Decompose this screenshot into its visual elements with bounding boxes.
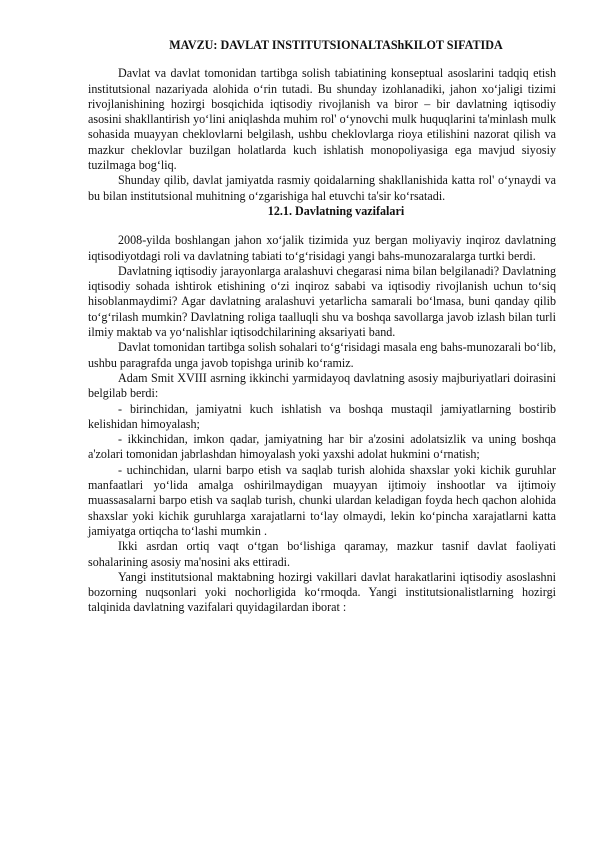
paragraph: Ikki asrdan ortiq vaqt oʻtgan boʻlishiga qaramay, mazkur tasnif davlat faoliyati sohalarining asosiy ma'nosini aks ettiradi. [88,539,556,569]
paragraph: Yangi institutsional maktabning hozirgi vakillari davlat harakatlarini iqtisodiy asoslashni bozorning nuqsonlari yoki nochorligida koʻrmoqda. Yangi institutsionalistlarning hozirgi talqinida davlatning vazifalari quyidagilardan iborat : [88,569,556,615]
paragraph: Davlat va davlat tomonidan tartibga solish tabiatining konseptual asoslarini tadqiq etish institutsional nazariyada alohida oʻrin tutadi. Bu shunday izohlanadiki, jahon xoʻjaligi tizimi rivojlanishining hozirgi bosqichida iqtisodiy rivojlanish va biror – bir davlatning iqtisodiy asosini shakllantirish yoʻlini aniqlashda muhim rol' oʻynovchi mulk huquqlarini ta'minlash mulk sohasida muayyan cheklovlarni belgilash, ushbu cheklovlarga rioya etilishini nazorat qilish va mazkur cheklovlar buzilgan holatlarda kuch ishlatish monopoliyasiga ega mavjud siyosiy tuzilmaga bogʻliq. [88,66,556,173]
paragraph: 2008-yilda boshlangan jahon xoʻjalik tizimida yuz bergan moliyaviy inqiroz davlatning iqtisodiyotdagi roli va davlatning tabiati toʻgʻrisidagi yangi bahs-munozaralarga turtki berdi. [88,233,556,263]
paragraph: Adam Smit XVIII asrning ikkinchi yarmidayoq davlatning asosiy majburiyatlari doirasini belgilab berdi: [88,370,556,401]
paragraph: Shunday qilib, davlat jamiyatda rasmiy qoidalarning shakllanishida katta rol' oʻynaydi va bu bilan institutsional muhitning oʻzgarishiga hal etuvchi ta'sir koʻrsatadi. [88,173,556,203]
list-item: - uchinchidan, ularni barpo etish va saqlab turish alohida shaxslar yoki kichik guruhlar manfaatlari yoʻlida amalga oshirilmaydigan muayyan ijtimoiy inshootlar va ijtimoiy muassasalarni barpo etish va saqlab turish, chunki ulardan keladigan foyda hech qachon alohida shaxslar yoki kichik guruhlarga xarajatlarni toʻlay olmaydi, lekin koʻpincha xarajatlarni katta jamiyatga ortiqcha toʻlashi mumkin . [88,462,556,538]
paragraph: Davlat tomonidan tartibga solish sohalari toʻgʻrisidagi masala eng bahs-munozarali boʻlib, ushbu paragrafda unga javob topishga urinib koʻramiz. [88,340,556,370]
document-page [88,38,556,616]
document-title: MAVZU: DAVLAT INSTITUTSIONALTAShKILOT SIFATIDA [169,38,503,52]
list-item: - birinchidan, jamiyatni kuch ishlatish va boshqa mustaqil jamiyatlarning bostirib kelishidan himoyalash; [88,401,556,431]
paragraph: Davlatning iqtisodiy jarayonlarga aralashuvi chegarasi nima bilan belgilanadi? Davlatning iqtisodiy sohada ishtirok etishining oʻzi inqiroz sababi va iqtisodiy rivojlanish uchun toʻsiq hisoblanmaydimi? Agar davlatning aralashuvi yetarlicha samarali boʻlmasa, buni qanday qilib toʻgʻrilash mumkin? Davlatning roliga taalluqli shu va boshqa savollarga javob izlash bilan turli ilmiy maktab va yoʻnalishlar iqtisodchilarining aksariyati band. [88,263,556,340]
list-item: - ikkinchidan, imkon qadar, jamiyatning har bir a'zosini adolatsizlik va uning boshqa a'zolari tomonidan jabrlashdan himoyalash yoki yaxshi adolat hukmini oʻrnatish; [88,432,556,462]
section-heading: 12.1. Davlatning vazifalari [267,203,405,218]
